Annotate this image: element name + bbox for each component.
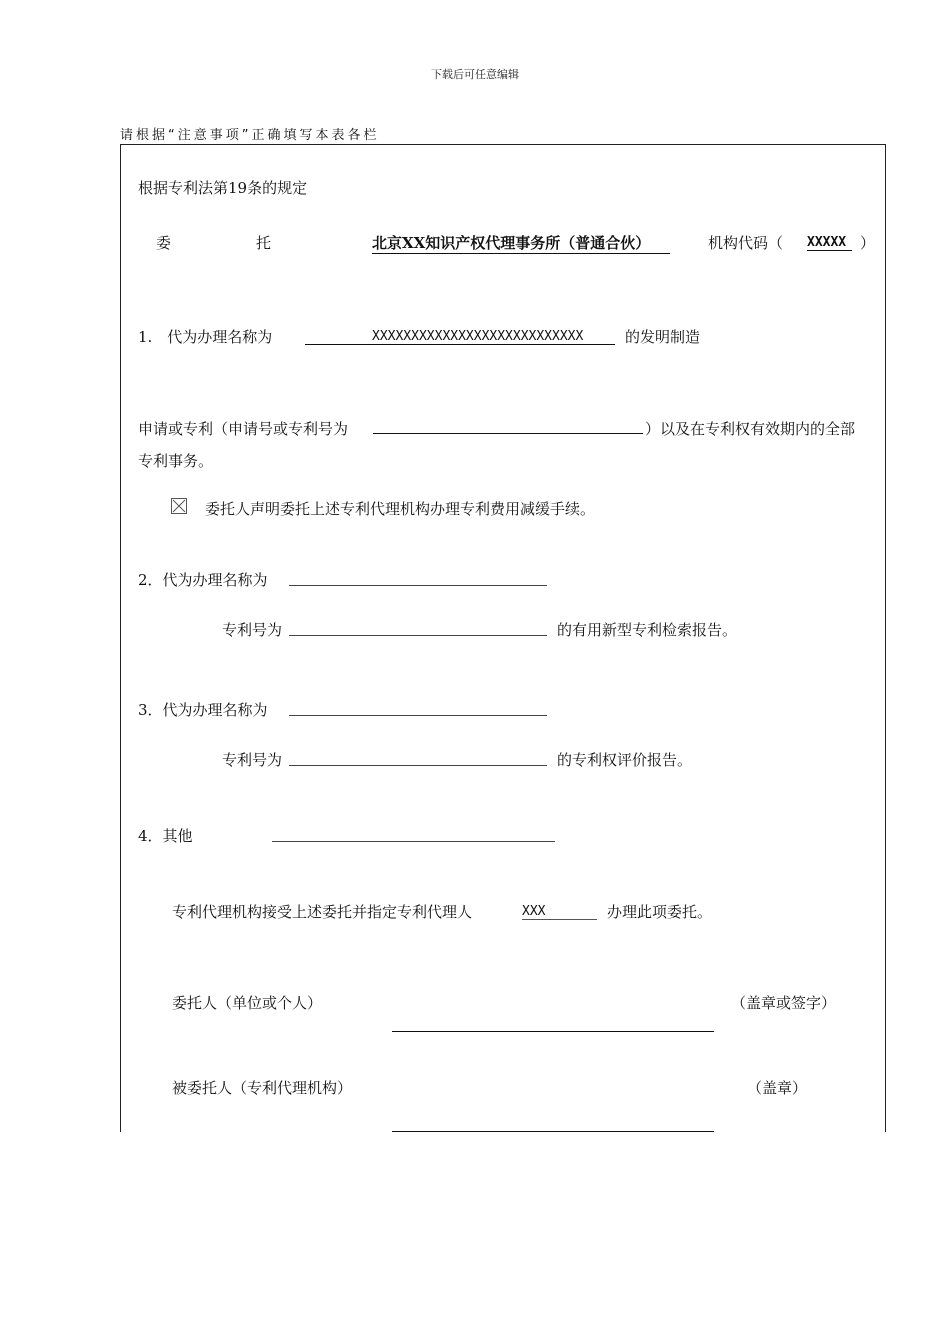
entrust-label-2: 托 (256, 234, 272, 252)
checkbox-cross-icon (172, 499, 186, 513)
item1-name: XXXXXXXXXXXXXXXXXXXXXXXXXXX (305, 329, 615, 345)
form-frame-left (120, 144, 121, 1132)
fee-reduction-checkbox[interactable] (171, 498, 187, 514)
agent-org-label: 被委托人（专利代理机构） (172, 1079, 353, 1097)
legal-basis: 根据专利法第19条的规定 (138, 179, 308, 197)
item4-other-field[interactable] (272, 841, 555, 842)
item3-suffix: 的专利权评价报告。 (557, 751, 693, 769)
item4-label: 4．其他 (138, 827, 193, 845)
item3-name-field[interactable] (289, 715, 547, 716)
principal-sign-note: （盖章或签字） (731, 994, 837, 1012)
agent-org-signature-line[interactable] (392, 1131, 714, 1132)
application-prefix: 申请或专利（申请号或专利号为 (138, 420, 349, 438)
principal-signature-line[interactable] (392, 1031, 714, 1032)
application-suffix: ）以及在专利权有效期内的全部 (645, 420, 856, 438)
item2-patno-field[interactable] (289, 635, 547, 636)
form-frame-top (120, 144, 886, 145)
principal-label: 委托人（单位或个人） (172, 994, 323, 1012)
application-line2: 专利事务。 (138, 452, 214, 470)
entrust-label-1: 委 (156, 234, 172, 252)
item3-label: 3．代为办理名称为 (138, 701, 268, 719)
agent-name-field[interactable] (522, 901, 597, 920)
item1-name-field[interactable] (305, 326, 615, 345)
agency-code-field[interactable] (807, 232, 852, 251)
agent-org-seal-note: （盖章） (747, 1079, 808, 1097)
form-frame-right (885, 144, 886, 1132)
agency-code: XXXXX (807, 235, 852, 251)
form-instruction: 请根据“注意事项”正确填写本表各栏 (120, 128, 380, 143)
item1-suffix: 的发明制造 (625, 328, 701, 346)
item2-patno-label: 专利号为 (222, 621, 283, 639)
page-header-note: 下载后可任意编辑 (431, 68, 519, 81)
item2-label: 2．代为办理名称为 (138, 571, 268, 589)
application-number-field[interactable] (373, 433, 643, 434)
agent-name: XXX (522, 904, 597, 920)
item3-patno-label: 专利号为 (222, 751, 283, 769)
agency-code-close: ） (860, 234, 876, 252)
item1-label: 1. 代为办理名称为 (138, 328, 273, 346)
accept-suffix: 办理此项委托。 (607, 903, 713, 921)
fee-reduction-text: 委托人声明委托上述专利代理机构办理专利费用减缓手续。 (205, 500, 596, 518)
agency-code-label: 机构代码（ (708, 234, 784, 252)
agency-name: 北京XX知识产权代理事务所（普通合伙） (372, 232, 670, 254)
item3-patno-field[interactable] (289, 765, 547, 766)
item2-suffix: 的有用新型专利检索报告。 (557, 621, 738, 639)
item2-name-field[interactable] (289, 585, 547, 586)
accept-prefix: 专利代理机构接受上述委托并指定专利代理人 (172, 903, 473, 921)
agency-name-field[interactable] (372, 232, 670, 254)
